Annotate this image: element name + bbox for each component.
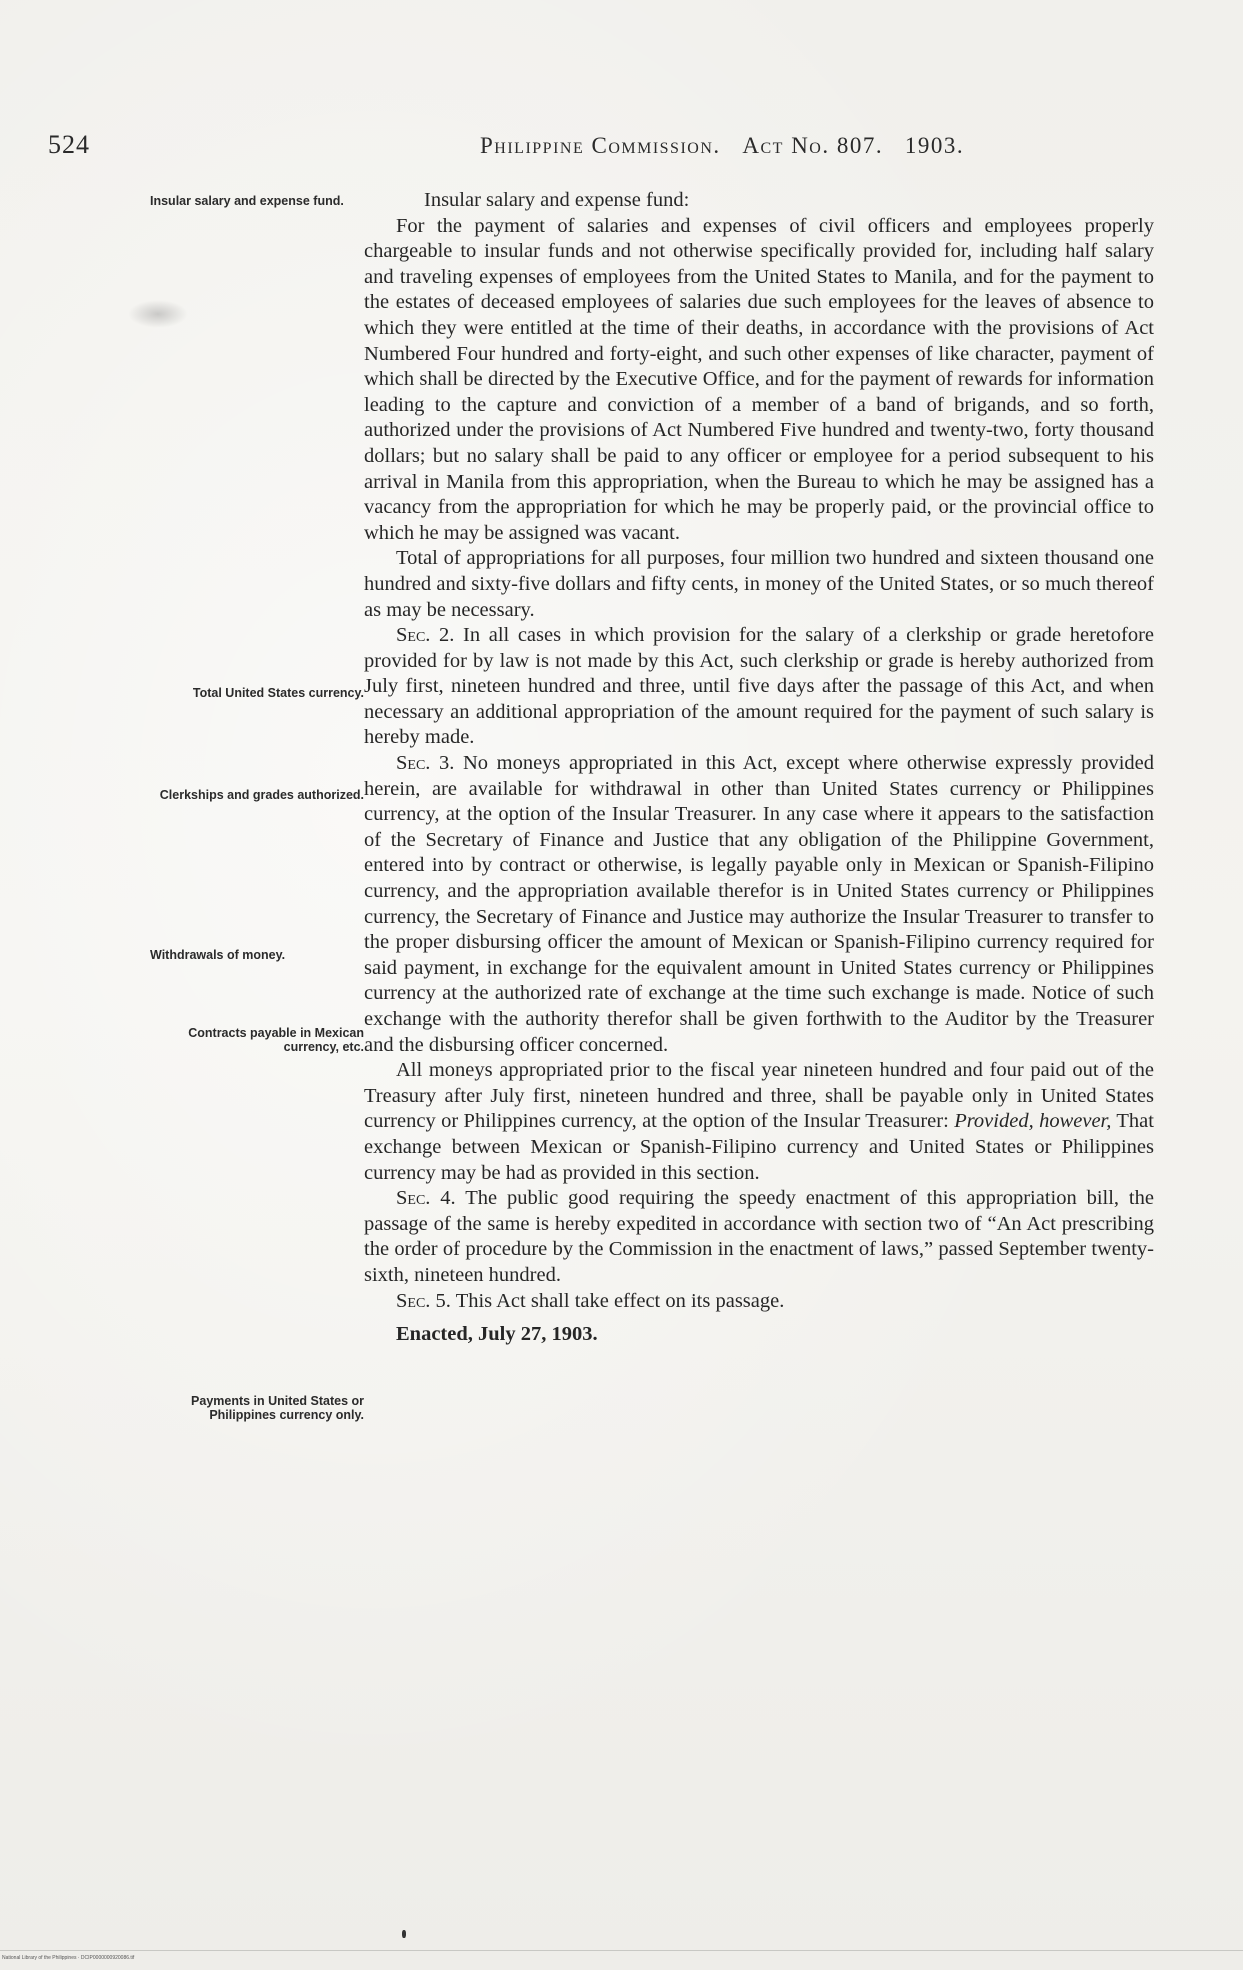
total-paragraph: Total of appropriations for all purposes, four million two hundred and sixteen thousand one hundred and sixty-five dollars and fifty cents, in money of the United States, or so much thereof as may be necessary. [364,547,1154,621]
margin-note-total-currency: Total United States currency. [192,686,364,700]
ink-smudge [128,300,188,328]
margin-note-contracts-mexican: Contracts payable in Mexican currency, etc. [188,1026,364,1054]
fund-heading: Insular salary and expense fund: [424,189,690,211]
running-head-act: Act No. 807. [742,133,884,158]
fund-paragraph: For the payment of salaries and expenses of civil officers and employees properly chargeable to insular funds and not otherwise specifically provided for, including half salary and traveling expenses of employees from the United States to Manila, and for the payment to the estates of deceased employees of salaries due such employees for the leaves of absence to which they were entitled at the time of their deaths, in accordance with the provisions of Act Numbered Four hundred and forty-eight, and such other expenses of like character, payment of which shall be directed by the Executive Office, and for the payment of rewards for information leading to the capture and conviction of a member of a band of brigands, and so forth, authorized under the provisions of Act Numbered Five hundred and twenty-two, forty thousand dollars; but no salary shall be paid to any officer or employee for a period subsequent to his arrival in Manila from this appropriation, when the Bureau to which he may be assigned has a vacancy from the appropriation for which he may be properly paid, or the provincial office to which he may be assigned was vacant. [364,214,1154,544]
margin-note-withdrawals: Withdrawals of money. [150,948,286,962]
section-2-text: In all cases in which provision for the salary of a clerkship or grade heretofore provided for by law is not made by this Act, such clerkship or grade is hereby authorized from July first, nineteen hundred and three, until five days after the passage of this Act, and when necessary an additional appropriation of the amount required for the payment of such salary is hereby made. [364,624,1154,749]
section-3-label: Sec. 3. [396,752,455,775]
scan-credit: National Library of the Philippines · DCIP0000000920086.tif [2,1955,135,1961]
section-5 [364,1289,1154,1315]
section-2 [364,623,1154,751]
enacted-line: Enacted, July 27, 1903. [396,1323,598,1346]
section-2-label: Sec. 2. [396,624,455,647]
running-head-year: 1903. [904,133,965,158]
margin-note-insular-fund: Insular salary and expense fund. [150,194,344,208]
act-body [364,188,1154,1348]
page-number: 524 [48,130,90,159]
section-3 [364,751,1154,1058]
section-4 [364,1186,1154,1288]
section-5-label: Sec. 5. [396,1289,451,1312]
section-4-text: The public good requiring the speedy enactment of this appropriation bill, the passage of the same is hereby expedited in accordance with section two of “An Act prescribing the order of procedure by the Commission in the enactment of laws,” passed September twenty-sixth, nineteen hundred. [364,1187,1154,1286]
payments-paragraph [364,1058,1154,1186]
running-head-publication: Philippine Commission. [480,133,721,158]
running-head [480,133,1100,159]
scan-footer-rule [0,1950,1243,1951]
section-3-text: No moneys appropriated in this Act, except where otherwise expressly provided herein, are available for withdrawal in other than United States currency or Philippines currency, at the option of the Insular Treasurer. In any case where it appears to the satisfaction of the Secretary of Finance and Justice that any obligation of the Philippine Government, entered into by contract or otherwise, is legally payable only in Mexican or Spanish-Filipino currency, and the appropriation available therefor is in United States currency or Philippines currency, the Secretary of Finance and Justice may authorize the Insular Treasurer to transfer to the proper disbursing officer the amount of Mexican or Spanish-Filipino currency required for said payment, in exchange for the equivalent amount in United States currency or Philippines currency at the authorized rate of exchange at the time such exchange is made. Notice of such exchange with the authority therefor shall be given forthwith to the Auditor by the Treasurer and the disbursing officer concerned. [364,752,1155,1056]
margin-note-clerkships: Clerkships and grades authorized. [159,788,364,802]
margin-note-payments-currency: Payments in United States or Philippines currency only. [191,1394,364,1422]
section-4-label: Sec. 4. [396,1187,456,1210]
payments-proviso: Provided, however, [954,1110,1112,1133]
payments-text-before: All moneys appropriated prior to the fiscal year nineteen hundred and four paid out of the Treasury after July first, nineteen hundred and three, shall be payable only in United States currency or Philippines currency, at the option of the Insular Treasurer: [364,1059,1154,1133]
payments-text-after: That exchange between Mexican or Spanish-Filipino currency and United States or Philippines currency may be had as provided in this section. [364,1110,1154,1184]
ink-speck [402,1930,406,1938]
section-5-text: This Act shall take effect on its passage. [455,1289,785,1312]
